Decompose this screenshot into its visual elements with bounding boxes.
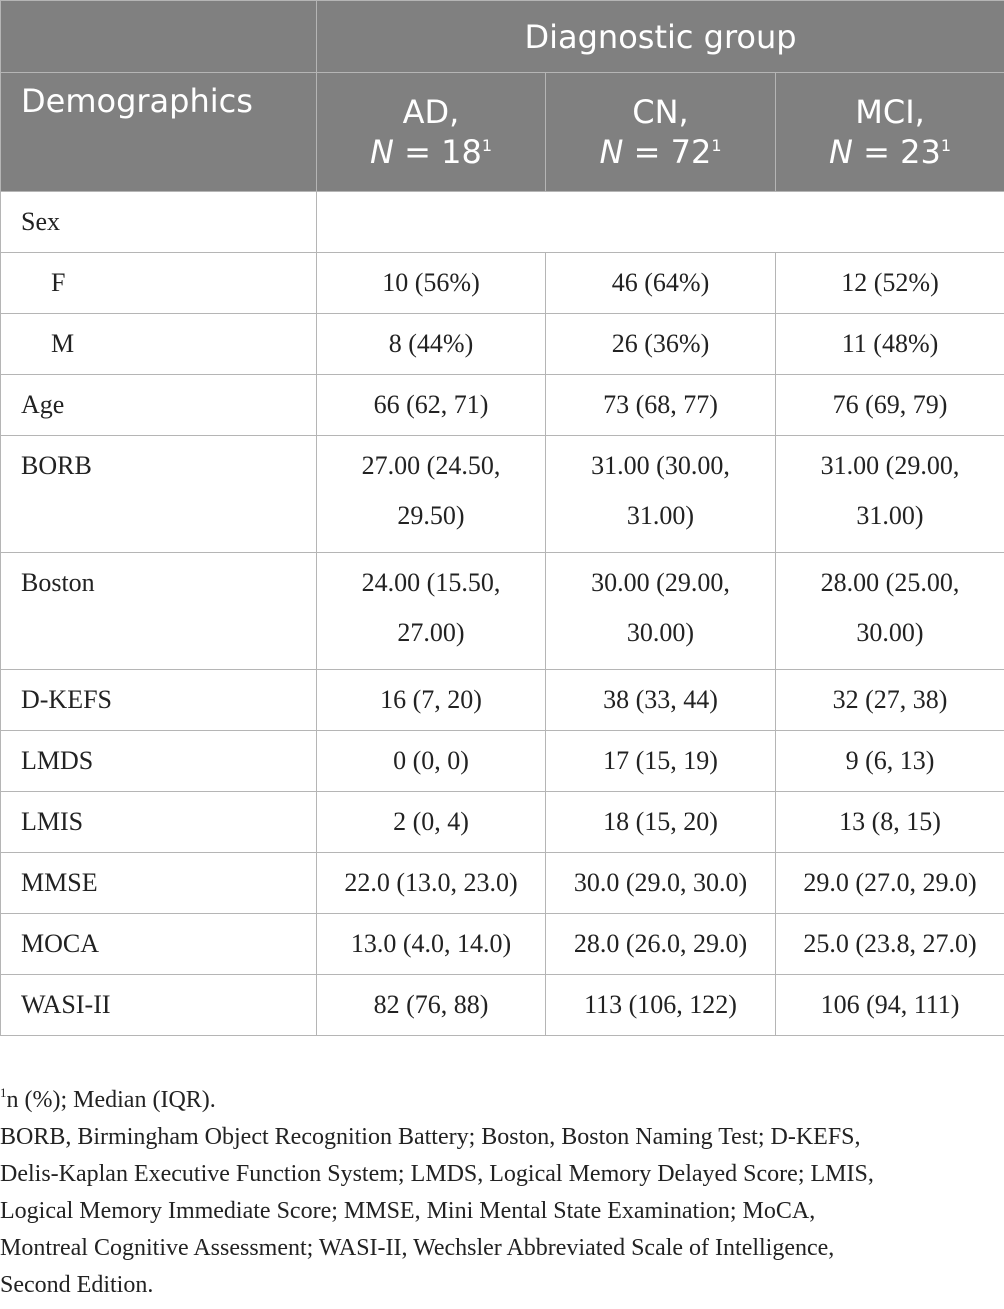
table-cell: 13.0 (4.0, 14.0) bbox=[317, 914, 546, 975]
column-header-cn bbox=[546, 73, 776, 192]
table-cell bbox=[546, 553, 776, 670]
table-cell: 82 (76, 88) bbox=[317, 975, 546, 1036]
table-row-female bbox=[1, 253, 1004, 314]
table-cell bbox=[776, 553, 1004, 670]
table-cell: 38 (33, 44) bbox=[546, 670, 776, 731]
header-row-columns bbox=[1, 73, 1004, 192]
table-cell bbox=[317, 553, 546, 670]
cell-line: 31.00 (30.00, bbox=[591, 451, 730, 480]
column-name: AD, bbox=[402, 93, 460, 131]
footnote-mark: 1 bbox=[711, 136, 722, 155]
row-label: WASI-II bbox=[1, 975, 317, 1036]
table-cell: 106 (94, 111) bbox=[776, 975, 1004, 1036]
table-row-borb bbox=[1, 436, 1004, 553]
cell-line: 24.00 (15.50, bbox=[361, 568, 501, 597]
table-cell: 66 (62, 71) bbox=[317, 375, 546, 436]
table-row-mmse bbox=[1, 853, 1004, 914]
table-cell: 22.0 (13.0, 23.0) bbox=[317, 853, 546, 914]
table-cell: 30.0 (29.0, 30.0) bbox=[546, 853, 776, 914]
table-cell: 16 (7, 20) bbox=[317, 670, 546, 731]
table-row-lmds bbox=[1, 731, 1004, 792]
row-label: BORB bbox=[1, 436, 317, 553]
n-label: N bbox=[599, 133, 624, 171]
n-value: = 23 bbox=[863, 133, 941, 171]
table-row-sex bbox=[1, 192, 1004, 253]
table-cell bbox=[317, 436, 546, 553]
table-cell: 0 (0, 0) bbox=[317, 731, 546, 792]
table-row-lmis bbox=[1, 792, 1004, 853]
column-header-mci bbox=[776, 73, 1004, 192]
table-cell: 17 (15, 19) bbox=[546, 731, 776, 792]
row-label: MOCA bbox=[1, 914, 317, 975]
cell-line: 27.00 (24.50, bbox=[361, 451, 501, 480]
table-header bbox=[1, 1, 1004, 192]
footnote-mark: 1 bbox=[481, 136, 492, 155]
abbreviation-line: Logical Memory Immediate Score; MMSE, Mini Mental State Examination; MoCA, bbox=[0, 1198, 816, 1224]
empty-cell bbox=[317, 192, 1004, 253]
row-label: F bbox=[1, 253, 317, 314]
table-cell bbox=[546, 436, 776, 553]
cell-line: 30.00) bbox=[856, 618, 924, 647]
footnote-mark: 1 bbox=[940, 136, 952, 155]
header-row-group bbox=[1, 1, 1004, 73]
table-cell: 8 (44%) bbox=[317, 314, 546, 375]
table-cell: 113 (106, 122) bbox=[546, 975, 776, 1036]
table-body bbox=[1, 192, 1004, 1036]
cell-line: 31.00 (29.00, bbox=[820, 451, 960, 480]
table-row-dkefs bbox=[1, 670, 1004, 731]
table-row-age bbox=[1, 375, 1004, 436]
cell-line: 30.00) bbox=[626, 618, 695, 647]
n-value: = 18 bbox=[404, 133, 482, 171]
row-label: Age bbox=[1, 375, 317, 436]
table-cell: 9 (6, 13) bbox=[776, 731, 1004, 792]
cell-line: 28.00 (25.00, bbox=[820, 568, 960, 597]
table-row-moca bbox=[1, 914, 1004, 975]
row-label: MMSE bbox=[1, 853, 317, 914]
column-name: MCI, bbox=[855, 93, 925, 131]
row-label: Boston bbox=[1, 553, 317, 670]
table-row-wasi bbox=[1, 975, 1004, 1036]
header-empty-cell bbox=[1, 1, 317, 73]
table-cell: 26 (36%) bbox=[546, 314, 776, 375]
row-label: D-KEFS bbox=[1, 670, 317, 731]
table-notes bbox=[0, 1082, 1004, 1304]
cell-line: 27.00) bbox=[397, 618, 465, 647]
n-label: N bbox=[370, 133, 394, 171]
table-cell: 29.0 (27.0, 29.0) bbox=[776, 853, 1004, 914]
abbreviation-line: Second Edition. bbox=[0, 1272, 154, 1298]
footnote bbox=[0, 1082, 1004, 1119]
footnote-mark: 1 bbox=[0, 1085, 7, 1100]
row-label: LMIS bbox=[1, 792, 317, 853]
cell-line: 30.00 (29.00, bbox=[591, 568, 730, 597]
diagnostic-group-header: Diagnostic group bbox=[317, 1, 1004, 73]
table-cell: 73 (68, 77) bbox=[546, 375, 776, 436]
table-cell: 2 (0, 4) bbox=[317, 792, 546, 853]
footnote-text: n (%); Median (IQR). bbox=[6, 1087, 216, 1113]
table-cell: 18 (15, 20) bbox=[546, 792, 776, 853]
row-label: LMDS bbox=[1, 731, 317, 792]
table-cell: 76 (69, 79) bbox=[776, 375, 1004, 436]
table-cell: 32 (27, 38) bbox=[776, 670, 1004, 731]
table-cell bbox=[776, 436, 1004, 553]
table-cell: 10 (56%) bbox=[317, 253, 546, 314]
abbreviation-line: Delis-Kaplan Executive Function System; LMDS, Logical Memory Delayed Score; LMIS, bbox=[0, 1161, 874, 1187]
table-cell: 11 (48%) bbox=[776, 314, 1004, 375]
row-label: Sex bbox=[1, 192, 317, 253]
table-row-boston bbox=[1, 553, 1004, 670]
table-cell: 13 (8, 15) bbox=[776, 792, 1004, 853]
row-label: M bbox=[1, 314, 317, 375]
cell-line: 29.50) bbox=[397, 501, 465, 530]
table-row-male bbox=[1, 314, 1004, 375]
table-cell: 12 (52%) bbox=[776, 253, 1004, 314]
column-header-ad bbox=[317, 73, 546, 192]
column-name: CN, bbox=[632, 93, 689, 131]
table-cell: 28.0 (26.0, 29.0) bbox=[546, 914, 776, 975]
table-cell: 25.0 (23.8, 27.0) bbox=[776, 914, 1004, 975]
n-value: = 72 bbox=[633, 133, 712, 171]
cell-line: 31.00) bbox=[856, 501, 924, 530]
abbreviation-line: BORB, Birmingham Object Recognition Battery; Boston, Boston Naming Test; D-KEFS, bbox=[0, 1124, 861, 1150]
table-cell: 46 (64%) bbox=[546, 253, 776, 314]
demographics-header: Demographics bbox=[1, 73, 317, 192]
abbreviation-line: Montreal Cognitive Assessment; WASI-II, Wechsler Abbreviated Scale of Intelligence, bbox=[0, 1235, 835, 1261]
cell-line: 31.00) bbox=[626, 501, 695, 530]
n-label: N bbox=[829, 133, 853, 171]
